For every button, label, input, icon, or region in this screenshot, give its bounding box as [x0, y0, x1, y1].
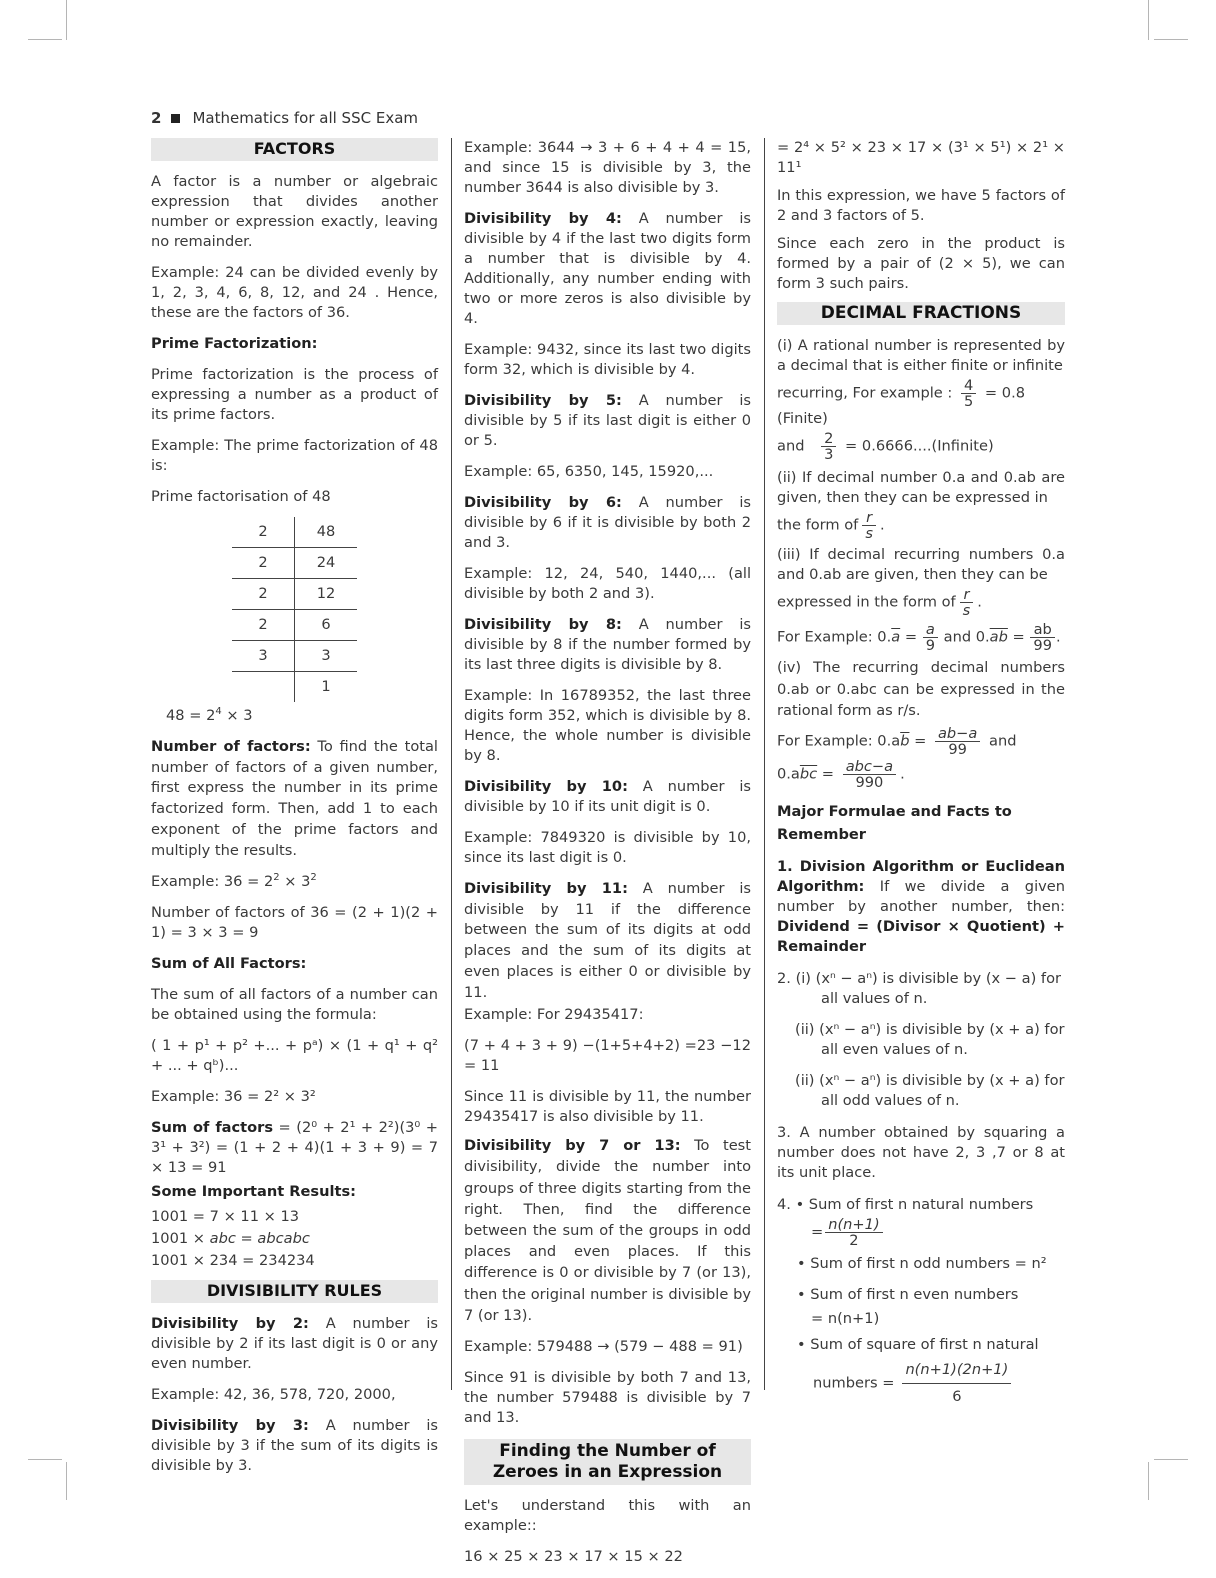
table-cell: 3	[232, 641, 295, 672]
page-header	[151, 109, 418, 127]
expr-note: In this expression, we have 5 factors of 2 and 3 factors of 5.	[777, 187, 1065, 224]
paragraph-text: To test divisibility, divide the number into groups of three digits starting from the right. Then, find the difference between the sum of the groups in odd places and even places. If this difference is 0 or divisible by 7 (or 13), then the original number is divisible by 7 (or 13).	[464, 1137, 751, 1324]
crop-mark	[1154, 39, 1188, 40]
table-cell: 2	[232, 579, 295, 610]
fraction	[821, 431, 836, 462]
fraction	[902, 1357, 1011, 1410]
text: = 0.6666....(Infinite)	[840, 437, 994, 455]
denominator: 99	[948, 740, 967, 758]
decimal-iv-example	[777, 726, 1065, 757]
subheading-major: Major Formulae and Facts to Remember	[777, 802, 1012, 843]
column-divider	[764, 138, 765, 1390]
formula-4-square-fraction	[777, 1357, 1065, 1410]
paragraph-text: A number is divisible by 5 if its last digit is either 0 or 5.	[464, 392, 752, 449]
paragraph-text: A number is divisible by 3 if the sum of its digits is divisible by 3.	[151, 1417, 439, 1475]
formula-2-iii: (ii) (xⁿ − aⁿ) is divisible by (x + a) for all odd values of n.	[795, 1071, 1065, 1109]
formula-4: 4. • Sum of first n natural numbers	[777, 1195, 1034, 1213]
numerator: a	[923, 622, 938, 638]
table-cell: 6	[295, 610, 358, 641]
prime-example: Example: The prime factorization of 48 is:	[151, 437, 438, 474]
table-row	[232, 548, 357, 579]
factorization-result	[166, 706, 438, 726]
paragraph-text: A number is divisible by 2 if its last digit is 0 or any even number.	[151, 1315, 439, 1373]
paragraph-text: = (2⁰ + 2¹ + 2²)(3⁰ + 3¹ + 3²) = (1 + 2 + 4)(1 + 3 + 9) = 7 × 13 = 91	[151, 1119, 438, 1177]
result-text: × 3	[221, 707, 253, 724]
text: × 3	[279, 873, 311, 891]
denominator: s	[962, 602, 971, 619]
table-row	[232, 610, 357, 641]
formula-1	[777, 857, 1065, 957]
text: 1001 ×	[151, 1230, 210, 1248]
div-11-example: Example: For 29435417:	[464, 1006, 644, 1024]
column-divider	[451, 138, 452, 1390]
div-8	[464, 615, 751, 675]
column-2	[464, 138, 751, 1578]
text: abc	[209, 1230, 236, 1248]
div-10	[464, 777, 751, 817]
paragraph-text: To find the total number of factors of a given number, first express the number in its prime factorized form. Then, add 1 to each exponent of the prime factors and multiply the results.	[151, 738, 438, 859]
div-5-example: Example: 65, 6350, 145, 15920,...	[464, 463, 714, 480]
result-text: 48 = 2	[166, 707, 216, 724]
text: $\overline{a}$	[891, 628, 901, 646]
numerator: 4	[961, 378, 976, 394]
div-3	[151, 1416, 438, 1476]
bold-label: Divisibility by 10:	[464, 778, 628, 795]
table-cell	[232, 672, 295, 703]
div-6	[464, 493, 751, 553]
bold-label: Divisibility by 8:	[464, 616, 622, 633]
fraction	[923, 622, 938, 653]
table-row	[232, 641, 357, 672]
table-cell: 1	[321, 678, 331, 695]
numerator: r	[862, 510, 876, 526]
div-7-13	[464, 1135, 751, 1326]
denominator: 6	[952, 1387, 962, 1405]
fraction	[1030, 622, 1055, 653]
text: abcabc	[257, 1230, 310, 1248]
denominator: 9	[925, 637, 935, 654]
text: 0.a	[777, 765, 800, 782]
page-number: 2	[151, 109, 162, 127]
crop-mark	[66, 0, 67, 40]
book-title: Mathematics for all SSC Exam	[192, 109, 419, 127]
paragraph-text: If we divide a given number by another number, then:	[777, 877, 1065, 915]
text: and	[777, 437, 805, 455]
text: =	[817, 765, 839, 782]
text: =	[235, 1230, 258, 1248]
bold-label: Divisibility by 7 or 13:	[464, 1137, 681, 1155]
fraction	[825, 1217, 882, 1248]
bold-label: Sum of factors	[151, 1119, 274, 1137]
crop-mark	[1148, 1462, 1149, 1500]
numerator: ab−a	[935, 726, 980, 742]
formula-4-square: • Sum of square of first n natural	[797, 1335, 1039, 1353]
paragraph-text: A number is divisible by 8 if the number formed by its last three digits is divisible by 8.	[464, 616, 752, 673]
bold-label: Divisibility by 6:	[464, 494, 622, 511]
result-2	[151, 1228, 438, 1250]
denominator: s	[865, 525, 873, 542]
nof-example	[151, 872, 438, 892]
table-cell: 2	[232, 548, 295, 579]
paragraph-text: A number is divisible by 4 if the last two digits form a number that is divisible by 4. Additionally, any number ending with two or more zeros is also divisible by 4.	[464, 210, 752, 327]
text: For Example: 0.a	[777, 732, 901, 749]
sum-example: Example: 36 = 2² × 3²	[151, 1088, 316, 1106]
denominator: 99	[1033, 637, 1052, 654]
numerator: n(n+1)(2n+1)	[902, 1357, 1011, 1384]
text: $\overline{bc}$	[799, 765, 818, 782]
division-table	[232, 517, 357, 702]
decimal-iii-form: expressed in the form of $\frac{r}{s}$ .	[777, 586, 982, 619]
numerator: n(n+1)	[825, 1217, 882, 1233]
fraction	[960, 587, 974, 618]
sum-text: The sum of all factors of a number can be obtained using the formula:	[151, 986, 438, 1024]
text: $\overline{ab}$	[989, 628, 1008, 646]
paragraph-text: A number is divisible by 11 if the difference between the sum of its digits at odd places and the sum of its digits at even places is either 0 or divisible by 11.	[464, 880, 752, 1001]
div-5	[464, 391, 751, 451]
paragraph-text: A number is divisible by 10 if its unit digit is 0.	[464, 778, 752, 815]
table-row	[232, 579, 357, 610]
bold-label: Number of factors:	[151, 738, 311, 755]
div-11	[464, 879, 751, 1003]
nof-36: Number of factors of 36 = (2 + 1)(2 + 1) = 3 × 3 = 9	[151, 904, 438, 942]
div-7-13-conclusion: Since 91 is divisible by both 7 and 13, the number 579488 is divisible by 7 and 13.	[464, 1369, 751, 1427]
exponent: 4	[215, 706, 222, 718]
bold-label: Divisibility by 4:	[464, 210, 622, 227]
decimal-i-example-2	[777, 431, 1065, 462]
formula-4-even: • Sum of first n even numbers	[797, 1285, 1019, 1303]
text: expressed in the form of	[777, 593, 956, 611]
numerator: ab	[1030, 622, 1055, 638]
decimal-iv: (iv) The recurring decimal numbers 0.ab or 0.abc can be expressed in the rational form as r/s.	[777, 659, 1065, 719]
formula-4-odd: • Sum of first n odd numbers = n²	[797, 1254, 1047, 1272]
square-bullet-icon	[171, 114, 180, 123]
text: For Example: 0.	[777, 628, 892, 646]
denominator: 3	[824, 446, 834, 463]
fraction	[862, 510, 876, 541]
text: =	[909, 732, 931, 749]
fraction	[935, 726, 980, 757]
paragraph-text: A number is divisible by 6 if it is divisible by both 2 and 3.	[464, 494, 752, 551]
crop-mark	[28, 1459, 62, 1460]
crop-mark	[1154, 1459, 1188, 1460]
numerator: r	[960, 587, 974, 603]
formula-2-i: 2. (i) (xⁿ − aⁿ) is divisible by (x − a) for all values of n.	[777, 969, 1062, 1007]
sum-of-factors	[151, 1118, 438, 1178]
decimal-iii-example: For Example: $0.\overline{a}$ = $\frac{a}{9}$ and $0.\overline{ab}$ = $\frac{ab}{99}$ .	[777, 621, 1061, 654]
div-2	[151, 1314, 438, 1374]
bold-label: Divisibility by 2:	[151, 1315, 309, 1333]
section-heading-divisibility: DIVISIBILITY RULES	[151, 1280, 438, 1303]
decimal-i: (i) A rational number is represented by a decimal that is either finite or infinite	[777, 337, 1065, 374]
div-6-example: Example: 12, 24, 540, 1440,... (all divisible by both 2 and 3).	[464, 565, 751, 602]
formula-2-ii: (ii) (xⁿ − aⁿ) is divisible by (x + a) for all even values of n.	[795, 1020, 1065, 1058]
table-row	[232, 672, 357, 703]
formula-3: 3. A number obtained by squaring a number does not have 2, 3 ,7 or 8 at its unit place.	[777, 1123, 1065, 1181]
section-heading-decimal: DECIMAL FRACTIONS	[777, 302, 1065, 325]
fraction	[843, 759, 896, 790]
table-cell: 2	[232, 610, 295, 641]
denominator: 2	[849, 1231, 859, 1249]
result-1: 1001 = 7 × 11 × 13	[151, 1208, 300, 1226]
table-row	[232, 517, 357, 548]
expr-line: = 2⁴ × 5² × 23 × 17 × (3¹ × 5¹) × 2¹ × 11¹	[777, 139, 1065, 176]
numerator: 2	[821, 431, 836, 447]
section-heading-factors: FACTORS	[151, 138, 438, 161]
table-cell: 3	[295, 641, 358, 672]
section-heading-zeroes: Finding the Number of Zeroes in an Expression	[464, 1439, 751, 1485]
table-cell: 12	[295, 579, 358, 610]
decimal-iv-example-2: $0.a\overline{bc}$ = $\frac{\text{abc−a}}{990}$ .	[777, 757, 905, 791]
table-cell: 2	[232, 517, 295, 548]
factor-example: Example: 24 can be divided evenly by 1, 2, 3, 4, 6, 8, 12, and 24 . Hence, these are the factors of 36.	[151, 264, 438, 321]
factor-definition: A factor is a number or algebraic expression that divides another number or expression exactly, leaving no remainder.	[151, 173, 438, 250]
text: =	[1007, 628, 1030, 646]
bold-label: Divisibility by 11:	[464, 880, 628, 897]
div-4-example: Example: 9432, since its last two digits form 32, which is divisible by 4.	[464, 341, 751, 378]
decimal-ii-form: the form of $\frac{r}{s}$ .	[777, 509, 885, 542]
sum-formula: ( 1 + p¹ + p² +... + pᵃ) × (1 + q¹ + q² + ... + qᵇ)...	[151, 1037, 438, 1075]
div-10-example: Example: 7849320 is divisible by 10, since its last digit is 0.	[464, 829, 751, 866]
number-of-factors	[151, 737, 438, 861]
table-cell: 24	[295, 548, 358, 579]
div-2-example: Example: 42, 36, 578, 720, 2000,	[151, 1386, 396, 1404]
div-4	[464, 209, 751, 329]
text: $\overline{b}$	[900, 732, 910, 749]
div-7-13-example: Example: 579488 → (579 − 488 = 91)	[464, 1338, 743, 1356]
bold-label: Divisibility by 3:	[151, 1417, 309, 1435]
fraction	[961, 378, 976, 409]
bold-label: Dividend = (Divisor × Quotient) + Remainder	[777, 917, 1065, 955]
subheading-prime: Prime Factorization:	[151, 335, 318, 352]
subheading-sum: Sum of All Factors:	[151, 955, 307, 973]
text: and 0.	[939, 628, 990, 646]
div-3-example: Example: 3644 → 3 + 6 + 4 + 4 = 15, and since 15 is divisible by 3, the number 3644 is also divisible by 3.	[464, 139, 751, 196]
prime-of-48: Prime factorisation of 48	[151, 488, 331, 505]
numerator: abc−a	[843, 759, 896, 775]
text: Example: 36 = 2	[151, 873, 274, 891]
table-cell: 48	[295, 517, 358, 548]
text: recurring, For example :	[777, 384, 953, 402]
text: the form of	[777, 516, 859, 534]
expr-pairs: Since each zero in the product is formed by a pair of (2 × 5), we can form 3 such pairs.	[777, 235, 1065, 292]
bold-label: 1. Division Algorithm or Euclidean Algorithm:	[777, 857, 1065, 895]
column-3	[777, 138, 1065, 1410]
denominator: 5	[963, 393, 974, 410]
formula-4-fraction: = $\frac{n(n+1)}{2}$	[811, 1217, 1065, 1248]
text: and	[984, 732, 1017, 749]
formula-4-even-result: = n(n+1)	[811, 1309, 880, 1327]
text: =	[900, 628, 922, 646]
div-11-conclusion: Since 11 is divisible by 11, the number 29435417 is also divisible by 11.	[464, 1088, 751, 1126]
result-3: 1001 × 234 = 234234	[151, 1252, 315, 1270]
crop-mark	[66, 1462, 67, 1500]
denominator: 990	[855, 773, 884, 791]
column-1	[151, 138, 438, 1487]
decimal-iii: (iii) If decimal recurring numbers 0.a and 0.ab are given, then they can be	[777, 546, 1065, 583]
exponent: 2	[273, 872, 280, 884]
crop-mark	[28, 39, 62, 40]
div-8-example: Example: In 16789352, the last three digits form 352, which is divisible by 8. Hence, the whole number is divisible by 8.	[464, 687, 751, 764]
div-11-calc: (7 + 4 + 3 + 9) −(1+5+4+2) =23 −12 = 11	[464, 1037, 751, 1075]
exponent: 2	[310, 872, 317, 884]
decimal-ii: (ii) If decimal number 0.a and 0.ab are given, then they can be expressed in	[777, 469, 1065, 506]
zeroes-intro: Let's understand this with an example::	[464, 1497, 751, 1535]
crop-mark	[1148, 0, 1149, 40]
text: numbers =	[813, 1374, 895, 1391]
prime-definition: Prime factorization is the process of expressing a number as a product of its prime factors.	[151, 366, 438, 423]
bold-label: Divisibility by 5:	[464, 392, 622, 409]
zeroes-expression: 16 × 25 × 23 × 17 × 15 × 22	[464, 1548, 683, 1566]
decimal-i-example	[777, 378, 1065, 429]
subheading-results: Some Important Results:	[151, 1183, 357, 1201]
text: = 0.8 (Finite)	[777, 384, 1025, 427]
